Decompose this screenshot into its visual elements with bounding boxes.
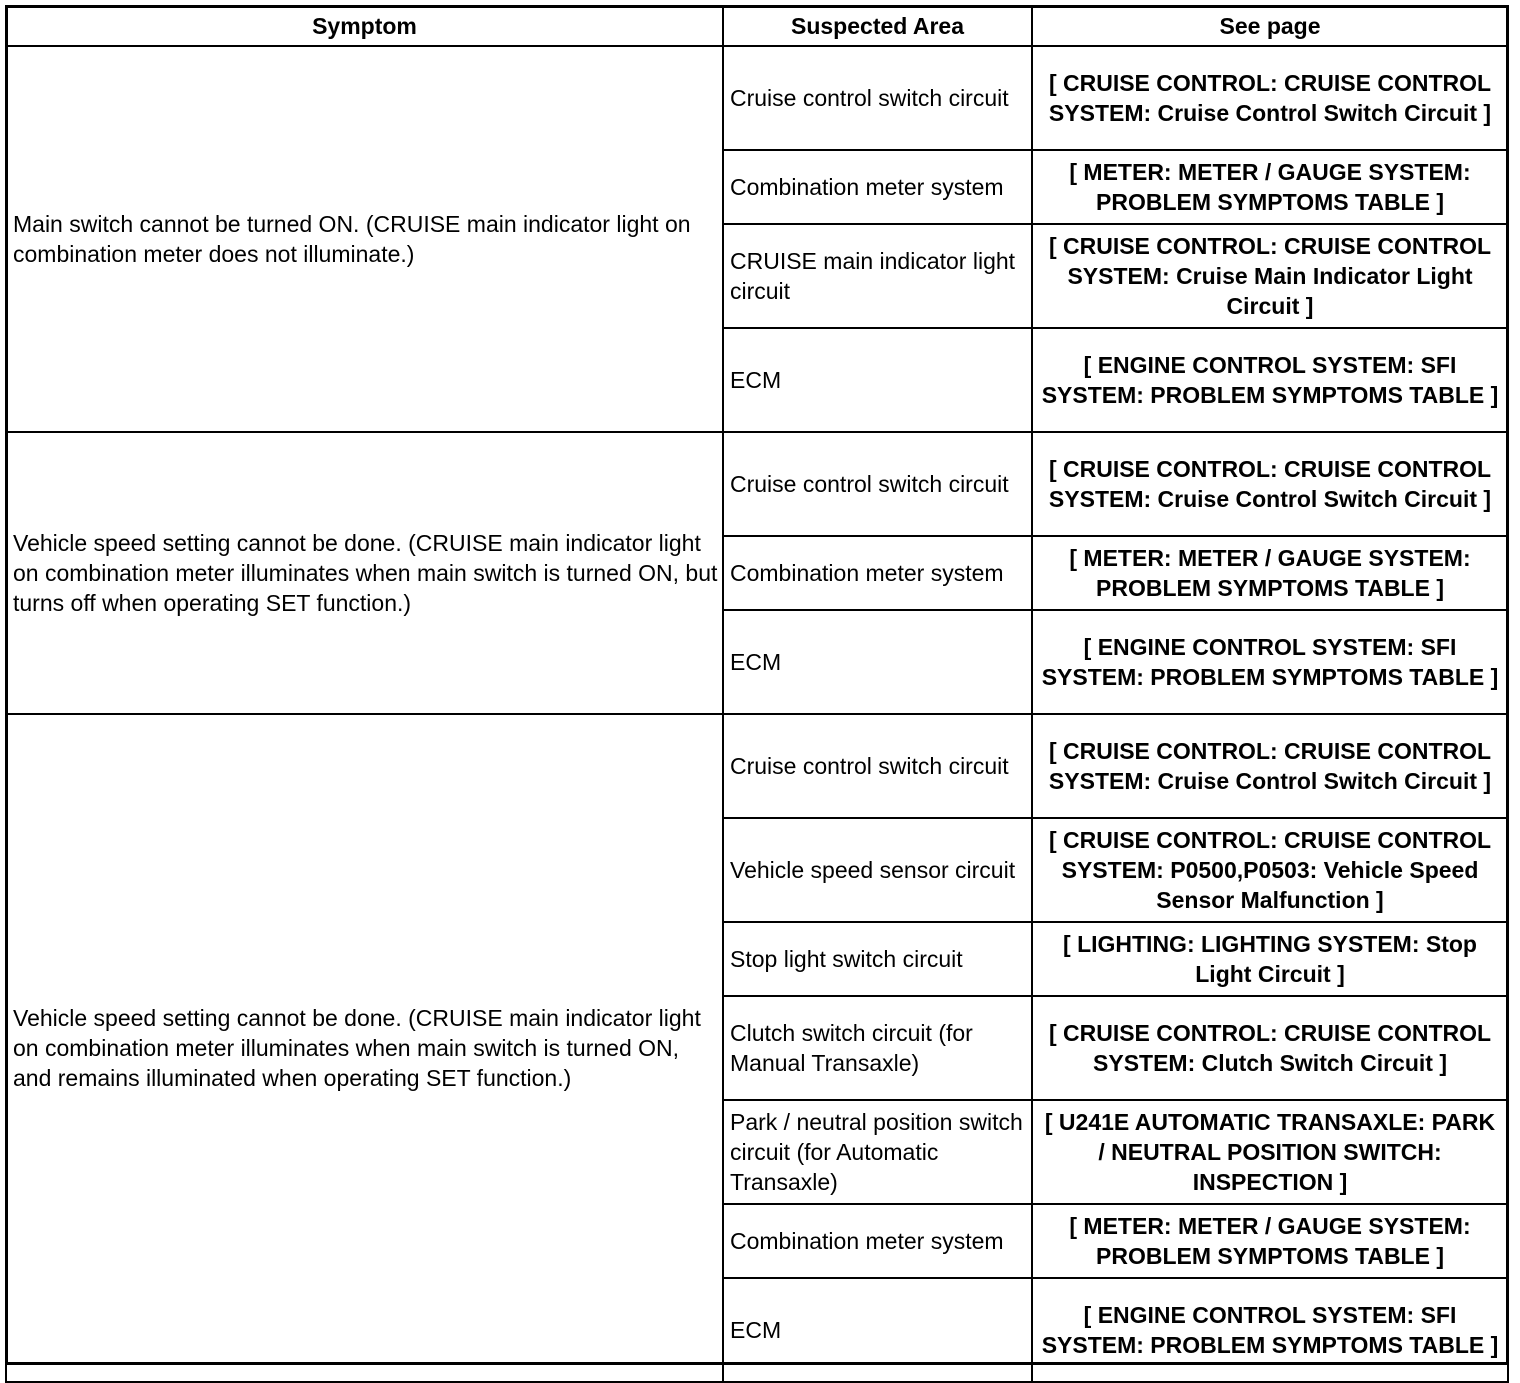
see-page-link[interactable]: [ U241E AUTOMATIC TRANSAXLE: PARK / NEUTRAL POSITION SWITCH: INSPECTION ] [1032,1100,1508,1204]
suspected-area-cell: Stop light switch circuit [723,922,1032,996]
suspected-area-cell: Cruise control switch circuit [723,432,1032,536]
see-page-link[interactable]: [ METER: METER / GAUGE SYSTEM: PROBLEM SYMPTOMS TABLE ] [1032,150,1508,224]
table-row [6,46,1508,150]
see-page-link[interactable]: [ CRUISE CONTROL: CRUISE CONTROL SYSTEM: P0500,P0503: Vehicle Speed Sensor Malfunction ] [1032,818,1508,922]
suspected-area-cell: Clutch switch circuit (for Manual Transaxle) [723,996,1032,1100]
header-symptom: Symptom [6,6,723,46]
suspected-area-cell: ECM [723,610,1032,714]
symptom-cell: Vehicle speed setting cannot be done. (CRUISE main indicator light on combination meter illuminates when main switch is turned ON, and remains illuminated when operating SET function.) [6,714,723,1382]
header-see-page: See page [1032,6,1508,46]
suspected-area-cell: Vehicle speed sensor circuit [723,818,1032,922]
see-page-link[interactable]: [ ENGINE CONTROL SYSTEM: SFI SYSTEM: PROBLEM SYMPTOMS TABLE ] [1032,610,1508,714]
see-page-link[interactable]: [ METER: METER / GAUGE SYSTEM: PROBLEM SYMPTOMS TABLE ] [1032,1204,1508,1278]
see-page-link[interactable]: [ ENGINE CONTROL SYSTEM: SFI SYSTEM: PROBLEM SYMPTOMS TABLE ] [1032,1278,1508,1382]
see-page-link[interactable]: [ CRUISE CONTROL: CRUISE CONTROL SYSTEM: Clutch Switch Circuit ] [1032,996,1508,1100]
see-page-link[interactable]: [ CRUISE CONTROL: CRUISE CONTROL SYSTEM: Cruise Control Switch Circuit ] [1032,46,1508,150]
problem-symptoms-table [5,5,1509,1383]
suspected-area-cell: Combination meter system [723,1204,1032,1278]
suspected-area-cell: Park / neutral position switch circuit (for Automatic Transaxle) [723,1100,1032,1204]
table-row [6,714,1508,818]
see-page-link[interactable]: [ CRUISE CONTROL: CRUISE CONTROL SYSTEM: Cruise Control Switch Circuit ] [1032,432,1508,536]
suspected-area-cell: Cruise control switch circuit [723,714,1032,818]
see-page-link[interactable]: [ LIGHTING: LIGHTING SYSTEM: Stop Light Circuit ] [1032,922,1508,996]
header-suspected-area: Suspected Area [723,6,1032,46]
see-page-link[interactable]: [ METER: METER / GAUGE SYSTEM: PROBLEM SYMPTOMS TABLE ] [1032,536,1508,610]
suspected-area-cell: ECM [723,1278,1032,1382]
symptom-cell: Main switch cannot be turned ON. (CRUISE main indicator light on combination meter does not illuminate.) [6,46,723,432]
suspected-area-cell: ECM [723,328,1032,432]
see-page-link[interactable]: [ CRUISE CONTROL: CRUISE CONTROL SYSTEM: Cruise Main Indicator Light Circuit ] [1032,224,1508,328]
header-row [6,6,1508,46]
suspected-area-cell: CRUISE main indicator light circuit [723,224,1032,328]
suspected-area-cell: Combination meter system [723,150,1032,224]
see-page-link[interactable]: [ CRUISE CONTROL: CRUISE CONTROL SYSTEM: Cruise Control Switch Circuit ] [1032,714,1508,818]
symptom-cell: Vehicle speed setting cannot be done. (CRUISE main indicator light on combination meter illuminates when main switch is turned ON, but turns off when operating SET function.) [6,432,723,714]
see-page-link[interactable]: [ ENGINE CONTROL SYSTEM: SFI SYSTEM: PROBLEM SYMPTOMS TABLE ] [1032,328,1508,432]
suspected-area-cell: Cruise control switch circuit [723,46,1032,150]
suspected-area-cell: Combination meter system [723,536,1032,610]
table-row [6,432,1508,536]
